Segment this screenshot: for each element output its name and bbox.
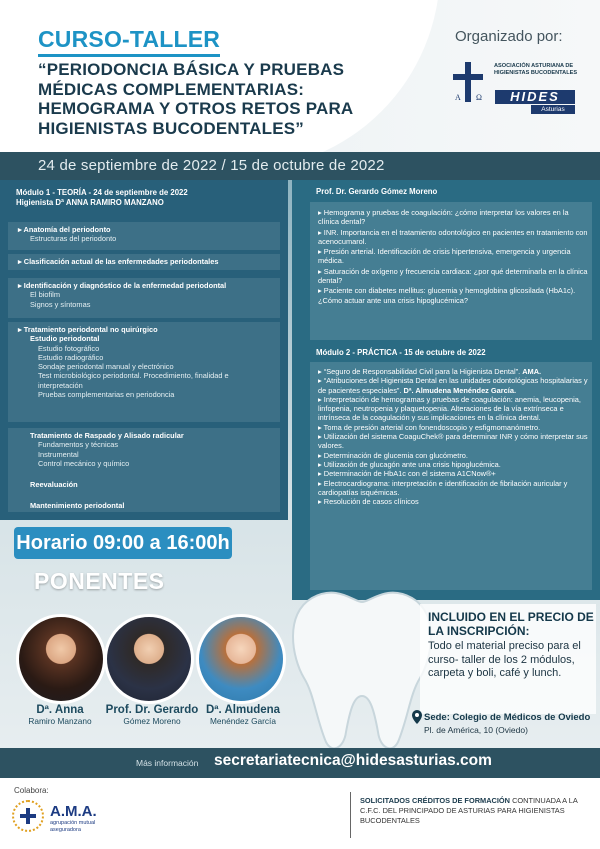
list-item: “Atribuciones del Higienista Dental en las unidades odontológicas hospitalarias y de pacientes especiales”. <box>318 376 588 395</box>
professor-name: Prof. Dr. Gerardo Gómez Moreno <box>316 187 438 196</box>
collaborator-label: Colabora: <box>14 786 49 795</box>
credits-notice <box>360 796 596 826</box>
module2-heading: Módulo 2 - PRÁCTICA - 15 de octubre de 2022 <box>316 348 486 357</box>
victory-cross-icon <box>450 60 486 104</box>
ama-subtitle: agrupación mutual aseguradora <box>50 820 96 833</box>
topic-subitem: Signos y síntomas <box>30 299 91 309</box>
topic-classification: ▸ Clasificación actual de las enfermedades periodontales <box>18 257 219 266</box>
venue-name: Sede: Colegio de Médicos de Oviedo <box>424 712 591 723</box>
speaker-name <box>192 704 294 726</box>
organized-by-label: Organizado por: <box>455 28 563 45</box>
list-item-author: Dª. Almudena Menéndez García. <box>403 385 516 395</box>
course-tag: CURSO-TALLER <box>38 26 220 57</box>
scaling-item: Instrumental <box>38 449 79 459</box>
list-item: Determinación de HbA1c con el sistema A1CNow®+ <box>323 469 496 479</box>
list-item: Determinación de glucemia con glucómetro. <box>323 450 468 460</box>
scaling-title: Tratamiento de Raspado y Alisado radicular <box>30 431 184 440</box>
medical-topics-list: ▸ Hemograma y pruebas de coagulación: ¿cómo interpretar los valores en la clínica dental? ▸ INR. Importancia en el tratamiento odontológico en pacientes en tratamiento con acenocumarol. ▸ Presión arterial. Identificación de crisis hipertensiva, emergencia y urgencia médica. ▸ Saturación de oxígeno y frecuencia cardiaca: ¿por qué determinarla en la clínica dental? ▸ Paciente con diabetes mellitus: glucemia y hemoglobina glicosilada (HbA1c). ¿Cómo actuar ante una crisis hipoglucémica? <box>318 208 588 305</box>
included-text: Todo el material preciso para el curso- taller de los 2 módulos, carpeta y boli, café y lunch. <box>428 640 581 679</box>
topic-subitem: El biofilm <box>30 290 60 300</box>
list-item: Presión arterial. Identificación de crisis hipertensiva, emergencia y urgencia médica. <box>318 247 571 266</box>
venue-address: Pl. de América, 10 (Oviedo) <box>424 725 528 735</box>
module1-title: Módulo 1 - TEORÍA - 24 de septiembre de 2022 <box>16 188 188 197</box>
speaker-name <box>8 704 112 726</box>
topic-title: Anatomía del periodonto <box>23 225 111 234</box>
speaker-name-line1: Dª. Anna <box>36 704 84 716</box>
speaker-photo-almudena <box>196 614 286 704</box>
topic-scaling <box>18 431 280 511</box>
study-item: Estudio fotográfico <box>38 343 100 353</box>
list-item: Toma de presión arterial con fonendoscopio y esfigmomanómetro. <box>323 422 541 432</box>
credits-rest: CONTINUADA A LA C.F.C. DEL PRINCIPADO DE ASTURIAS PARA HIGIENISTAS BUCODENTALES <box>360 796 578 825</box>
ama-logo-text: A.M.A. <box>50 803 97 820</box>
list-item-author: AMA. <box>522 367 542 376</box>
topic-diagnosis: ▸ Identificación y diagnóstico de la enfermedad periodontal El biofilm Signos y síntomas <box>18 281 280 309</box>
topic-title: Identificación y diagnóstico de la enfermedad periodontal <box>23 281 227 290</box>
scaling-item: Control mecánico y químico <box>38 458 130 468</box>
svg-text:A: A <box>455 93 461 102</box>
list-item: “Seguro de Responsabilidad Civil para la Higienista Dental”. <box>323 367 521 376</box>
speakers-title: PONENTES <box>34 568 165 594</box>
topic-subitem: Estructuras del periodonto <box>30 234 117 244</box>
footer-divider <box>350 792 351 838</box>
list-item: Utilización del sistema CoaguChek® para determinar INR y cómo interpretar sus valores. <box>318 432 588 451</box>
topic-title: Clasificación actual de las enfermedades periodontales <box>23 257 219 266</box>
speaker-name-line2: Menéndez García <box>210 716 276 726</box>
course-dates: 24 de septiembre de 2022 / 15 de octubre de 2022 <box>38 157 385 174</box>
location-pin-icon <box>412 710 422 724</box>
course-title: “PERIODONCIA BÁSICA Y PRUEBAS MÉDICAS COMPLEMENTARIAS: HEMOGRAMA Y OTROS RETOS PARA HIGIENISTAS BUCODENTALES” <box>38 60 353 138</box>
speaker-name <box>102 704 202 726</box>
speaker-name-line1: Dª. Almudena <box>205 704 281 716</box>
module1-heading <box>16 188 188 208</box>
list-item: Paciente con diabetes mellitus: glucemia y hemoglobina glicosilada (HbA1c). ¿Cómo actuar ante una crisis hipoglucémica? <box>318 286 576 305</box>
svg-text:Ω: Ω <box>476 93 482 102</box>
study-item: Sondaje periodontal manual y electrónico <box>38 362 174 372</box>
tooth-icon <box>282 588 442 750</box>
credits-bold: SOLICITADOS CRÉDITOS DE FORMACIÓN <box>360 796 511 805</box>
study-item: Pruebas complementarias en periodoncia <box>38 390 175 400</box>
practice-list: ▸ “Seguro de Responsabilidad Civil para la Higienista Dental”. AMA. ▸ “Atribuciones del Higienista Dental en las unidades odontológicas hospitalarias y de pacientes especiales”. Dª. Almudena Menéndez García. ▸ Interpretación de hemogramas y pruebas de coagulación: anemia, leucopenia, linfopenia, neutropenia y plaquetopenia. Alteraciones de la vía extrínseca e intrínseca de la coagulación y sus implicaciones en la clínica dental. ▸ Toma de presión arterial con fonendoscopio y esfigmomanómetro. ▸ Utilización del sistema CoaguChek® para determinar INR y cómo interpretar sus valores. ▸ Determinación de glucemia con glucómetro. ▸ Utilización de glucagón ante una crisis hipoglucémica. ▸ Determinación de HbA1c con el sistema A1CNow®+ ▸ Electrocardiograma: interpretación e identificación de fibrilación auricular y cardiopatías isquémicas. ▸ Resolución de casos clínicos <box>318 367 588 507</box>
hides-logo: HIDES <box>495 90 575 104</box>
ama-cross-icon <box>20 808 36 824</box>
reevaluation-label: Reevaluación <box>30 480 78 490</box>
study-item: Test microbiológico periodontal. Procedimiento, finalidad e interpretación <box>38 371 229 390</box>
speaker-photo-anna <box>16 614 106 704</box>
speaker-name-line1: Prof. Dr. Gerardo <box>105 704 199 716</box>
contact-email-link[interactable]: secretariatecnica@hidesasturias.com <box>214 752 492 769</box>
scaling-item: Fundamentos y técnicas <box>38 440 119 450</box>
list-item: INR. Importancia en el tratamiento odontológico en pacientes en tratamiento con acenocumarol. <box>318 227 588 246</box>
hides-asturias-label: Asturias <box>531 105 575 114</box>
topic-treatment: ▸ Tratamiento periodontal no quirúrgico Estudio periodontal Estudio fotográfico Estudio radiográfico Sondaje periodontal manual y electrónico Test microbiológico periodontal. Procedimiento, finalidad e interpretación Pruebas complementarias en periodoncia <box>18 325 280 399</box>
more-info-label: Más información <box>136 758 199 768</box>
speaker-name-line2: Gómez Moreno <box>123 716 181 726</box>
included-heading: INCLUIDO EN EL PRECIO DE LA INSCRIPCIÓN: <box>428 610 594 638</box>
list-item: Interpretación de hemogramas y pruebas de coagulación: anemia, leucopenia, linfopenia, neutropenia y plaquetopenia. Alteraciones de la vía extrínseca e intrínseca de la coagulación y sus implicaciones en la clínica dental. <box>318 394 581 423</box>
speaker-photo-gerardo <box>104 614 194 704</box>
topic-title: Tratamiento periodontal no quirúrgico <box>23 325 158 334</box>
study-title: Estudio periodontal <box>30 334 100 344</box>
list-item: Utilización de glucagón ante una crisis hipoglucémica. <box>323 459 501 469</box>
module1-teacher: Higienista Dª ANNA RAMIRO MANZANO <box>16 198 164 207</box>
list-item: Electrocardiograma: interpretación e identificación de fibrilación auricular y cardiopatías isquémicas. <box>318 478 568 497</box>
association-name: ASOCIACIÓN ASTURIANA DE HIGIENISTAS BUCODENTALES <box>494 63 578 76</box>
study-item: Estudio radiográfico <box>38 352 104 362</box>
schedule-badge: Horario 09:00 a 16:00h <box>14 527 232 559</box>
list-item: Hemograma y pruebas de coagulación: ¿cómo interpretar los valores en la clínica dental? <box>318 208 569 227</box>
speaker-name-line2: Ramiro Manzano <box>28 716 92 726</box>
list-item: Resolución de casos clínicos <box>323 497 419 507</box>
list-item: Saturación de oxígeno y frecuencia cardiaca: ¿por qué determinarla en la clínica dental? <box>318 266 588 286</box>
topic-anatomy: ▸ Anatomía del periodonto Estructuras del periodonto <box>18 225 280 244</box>
maintenance-label: Mantenimiento periodontal <box>30 501 125 511</box>
